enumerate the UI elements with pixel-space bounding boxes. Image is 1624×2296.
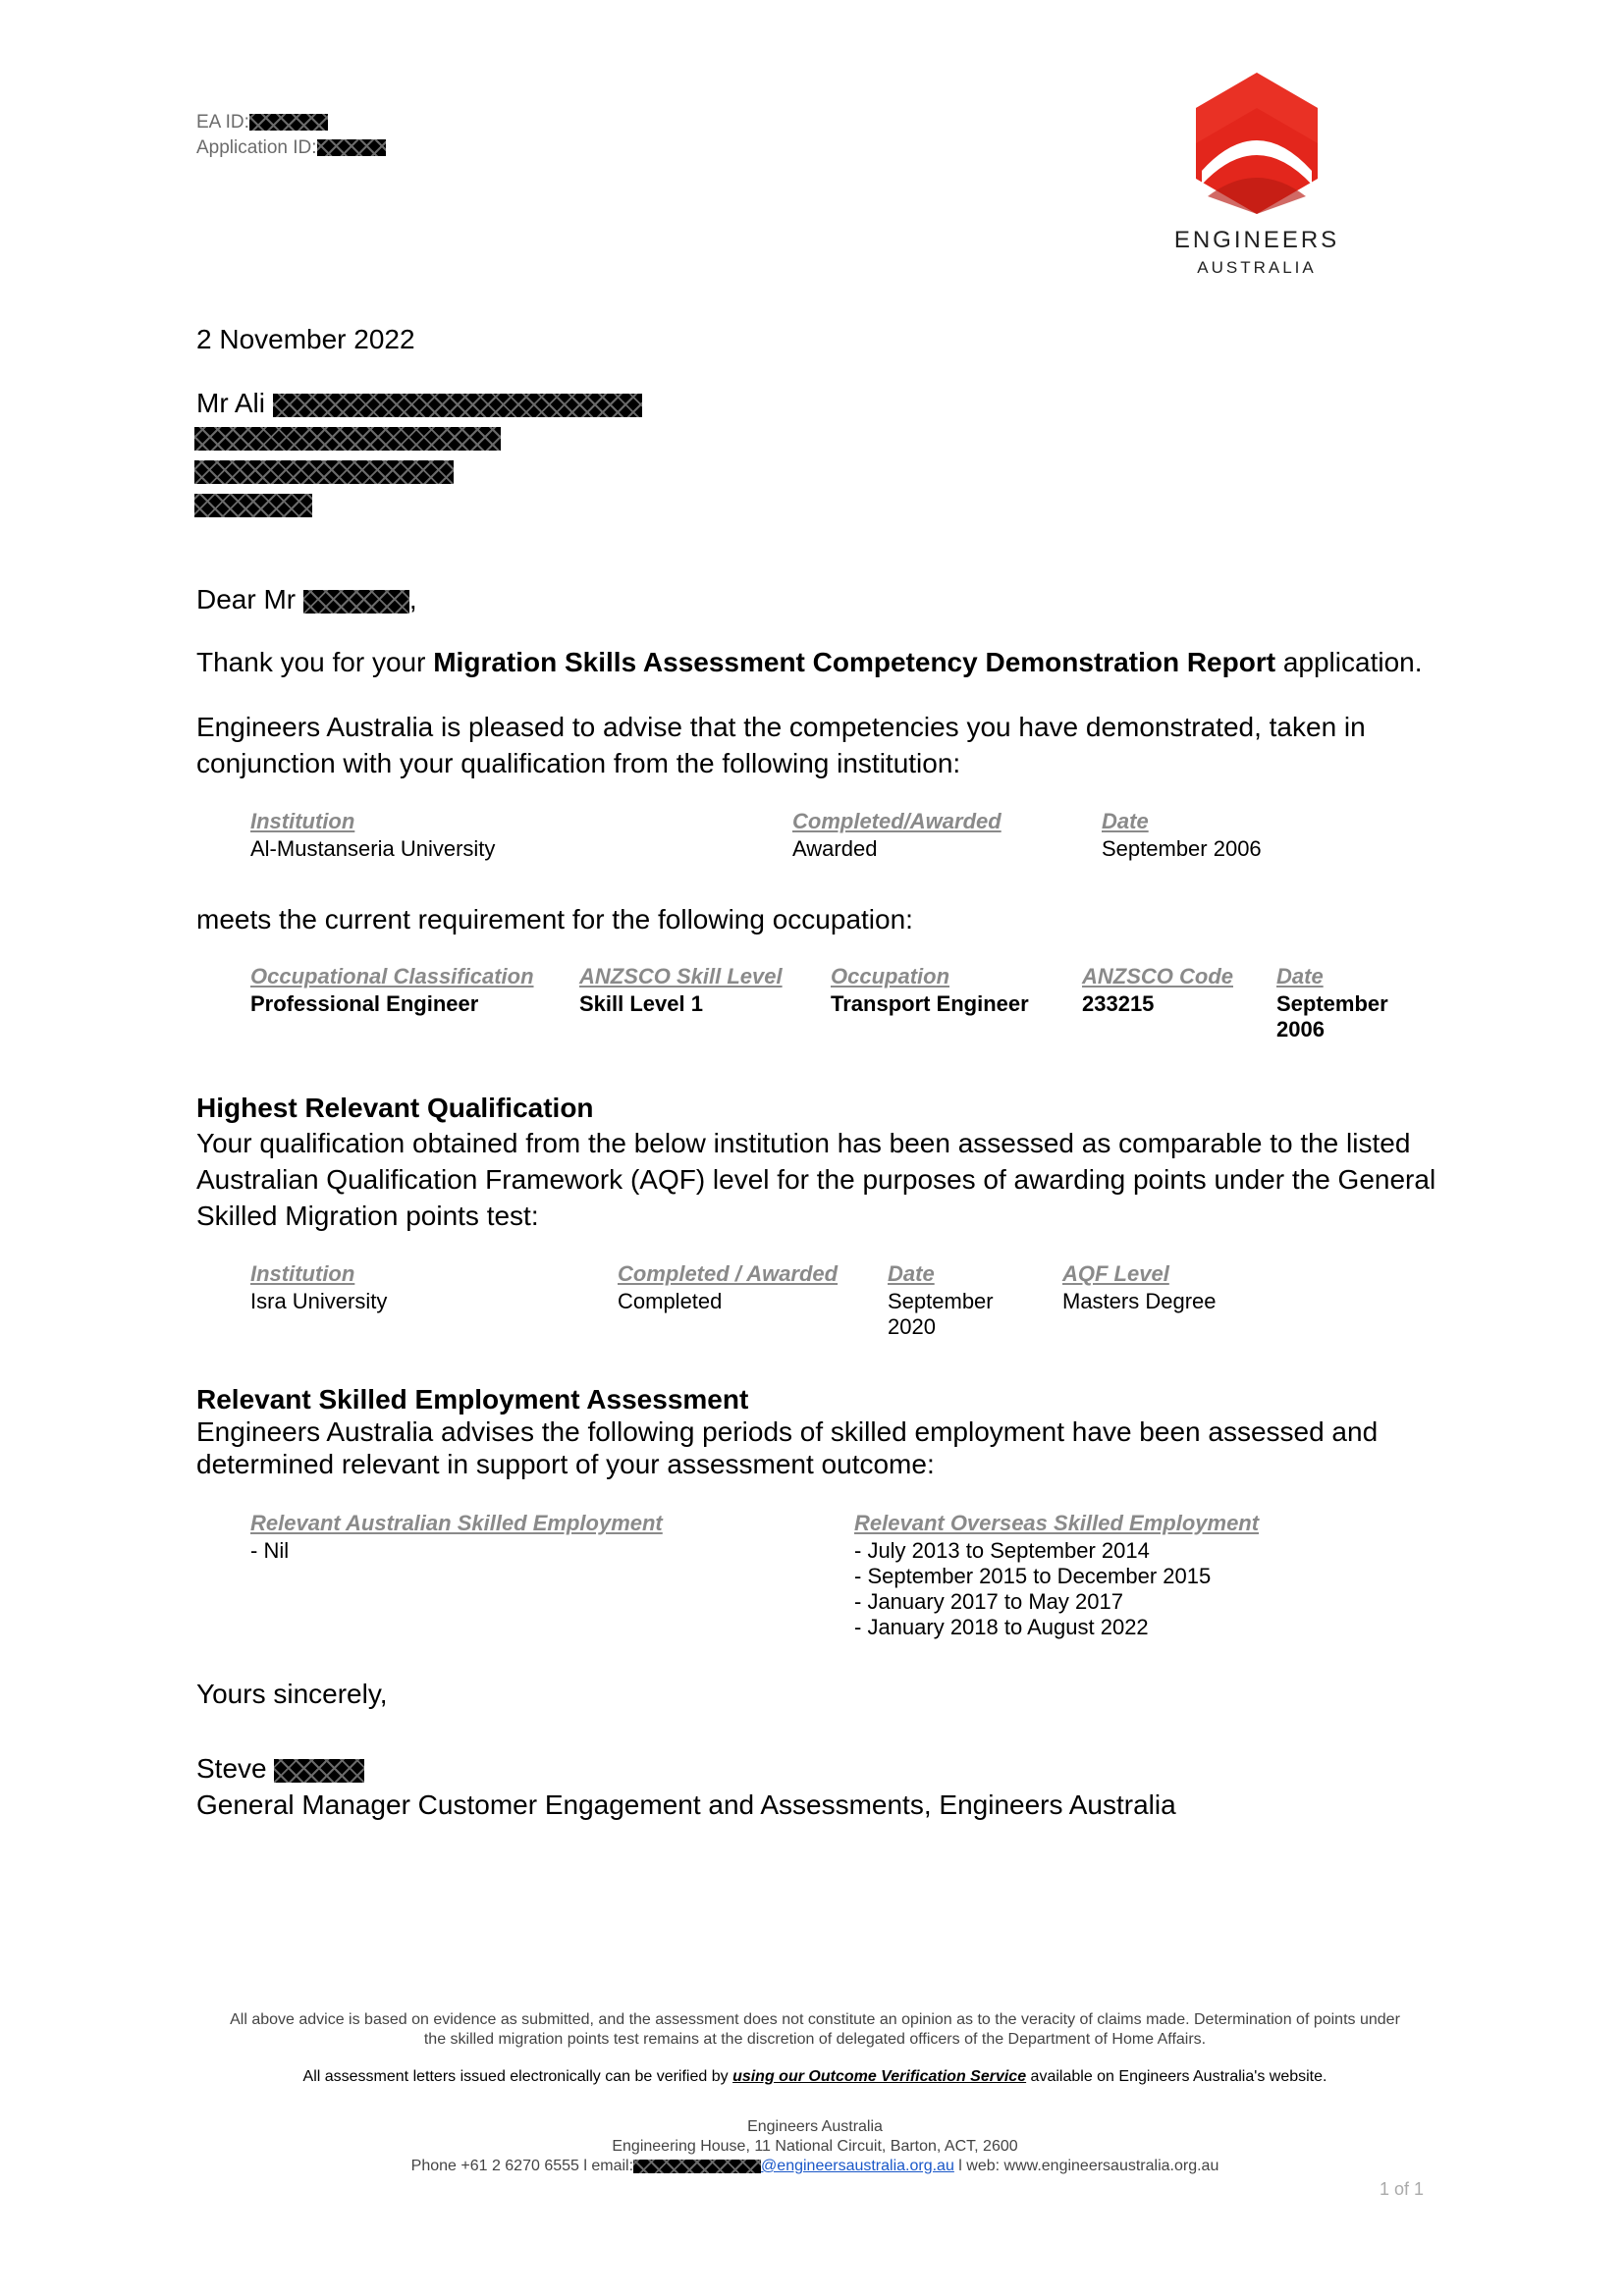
footer-contact [187, 2117, 1443, 2176]
web-text: l web: www.engineersaustralia.org.au [953, 2158, 1219, 2174]
table-header: Relevant Overseas Skilled Employment [854, 1511, 1260, 1535]
redaction-block [633, 2160, 761, 2173]
list-item: - September 2015 to December 2015 [854, 1564, 1212, 1588]
redaction-block [194, 460, 454, 484]
phone-text: Phone +61 2 6270 6555 l email: [410, 2158, 634, 2174]
section-title: Relevant Skilled Employment Assessment [196, 1384, 749, 1415]
table-cell: September 2006 [1102, 836, 1262, 861]
email-link[interactable]: @engineersaustralia.org.au [761, 2158, 954, 2174]
redaction-block [317, 139, 386, 156]
intro-after: application. [1275, 647, 1423, 677]
redaction-block [273, 394, 642, 417]
table-cell: Professional Engineer [250, 991, 479, 1016]
letter-date: 2 November 2022 [196, 324, 415, 354]
table-header: AQF Level [1062, 1261, 1169, 1286]
address-line [196, 485, 642, 518]
recipient-prefix: Mr Ali [196, 388, 265, 418]
hexagon-logo-icon [1188, 69, 1326, 216]
list-item: - January 2017 to May 2017 [854, 1589, 1123, 1614]
engineers-australia-logo [1154, 69, 1360, 278]
disclaimer-line: the skilled migration points test remains at the discretion of delegated officers of the Department of Home Affairs. [423, 2031, 1207, 2048]
footer-disclaimer [187, 2010, 1443, 2050]
section-paragraph: Your qualification obtained from the below institution has been assessed as comparable to the listed Australian Qualification Framework (AQF) level for the purposes of awarding points under the General Skilled Migration points test: [196, 1128, 1436, 1231]
recipient-address [196, 385, 642, 518]
table-cell: September 2020 [888, 1289, 994, 1339]
logo-wordmark: ENGINEERS [1173, 227, 1340, 253]
table-header: ANZSCO Skill Level [579, 964, 783, 988]
table-header: Institution [250, 809, 355, 833]
table-header: Occupation [831, 964, 950, 988]
table-header: Occupational Classification [250, 964, 534, 988]
signatory-title: General Manager Customer Engagement and Assessments, Engineers Australia [196, 1789, 1176, 1820]
section-title: Highest Relevant Qualification [196, 1093, 594, 1123]
redaction-block [249, 114, 328, 131]
contact-line [187, 2157, 1443, 2176]
table-cell: Transport Engineer [831, 991, 1029, 1016]
salutation-text: Dear Mr [196, 584, 297, 614]
table-header: Date [1276, 964, 1324, 988]
recipient-name-line [196, 385, 642, 418]
table-cell: 233215 [1082, 991, 1155, 1016]
ea-id-line [196, 110, 386, 135]
verify-text: available on Engineers Australia's website. [1026, 2068, 1327, 2085]
application-id-label: Application ID: [196, 137, 317, 158]
intro-bold: Migration Skills Assessment Competency Demonstration Report [433, 647, 1276, 677]
redaction-block [194, 427, 501, 451]
advise-paragraph: Engineers Australia is pleased to advise that the competencies you have demonstrated, taken in conjunction with your qualification from the following institution: [196, 712, 1366, 778]
ea-id-label: EA ID: [196, 112, 249, 133]
verification-service-link[interactable]: using our Outcome Verification Service [732, 2068, 1027, 2085]
logo-subtitle: AUSTRALIA [1197, 258, 1317, 277]
signatory-first-name: Steve [196, 1753, 267, 1784]
table-header: Date [1102, 809, 1149, 833]
org-name: Engineers Australia [747, 2118, 883, 2135]
list-item: - July 2013 to September 2014 [854, 1538, 1150, 1563]
closing: Yours sincerely, [196, 1679, 388, 1709]
address-line [196, 452, 642, 485]
salutation-comma: , [408, 584, 417, 614]
verify-text: All assessment letters issued electronically can be verified by [302, 2068, 733, 2085]
application-id-line [196, 135, 386, 161]
salutation [196, 581, 417, 617]
disclaimer-line: All above advice is based on evidence as submitted, and the assessment does not constitute an opinion as to the veracity of claims made. Determination of points under [230, 2011, 1400, 2028]
table-header: Completed / Awarded [618, 1261, 839, 1286]
signature-block [196, 1750, 1176, 1823]
occupation-intro: meets the current requirement for the following occupation: [196, 904, 913, 934]
table-header: Relevant Australian Skilled Employment [250, 1511, 663, 1535]
redaction-block [303, 590, 409, 614]
address-line [196, 418, 642, 452]
footer-verification [187, 2067, 1443, 2087]
intro-paragraph [196, 644, 1473, 680]
table-cell: Skill Level 1 [579, 991, 703, 1016]
section-paragraph: Engineers Australia advises the following periods of skilled employment have been assessed and determined relevant in support of your assessment outcome: [196, 1416, 1379, 1479]
redaction-block [194, 494, 312, 517]
table-cell: Masters Degree [1062, 1289, 1217, 1313]
signatory-name-line [196, 1750, 1176, 1787]
table-header: Date [888, 1261, 935, 1286]
table-cell: Completed [618, 1289, 723, 1313]
list-item: - January 2018 to August 2022 [854, 1615, 1149, 1639]
page-number: 1 of 1 [1380, 2179, 1425, 2199]
table-header: ANZSCO Code [1082, 964, 1233, 988]
table-header: Completed/Awarded [792, 809, 1001, 833]
table-cell: Isra University [250, 1289, 388, 1313]
table-cell: Al-Mustanseria University [250, 836, 496, 861]
org-address: Engineering House, 11 National Circuit, Barton, ACT, 2600 [612, 2138, 1018, 2155]
intro-before: Thank you for your [196, 647, 434, 677]
table-header: Institution [250, 1261, 355, 1286]
table-cell: Awarded [792, 836, 878, 861]
table-cell: September 2006 [1276, 991, 1388, 1041]
redaction-block [274, 1759, 364, 1783]
list-item: - Nil [250, 1538, 290, 1563]
document-ids [196, 110, 386, 161]
